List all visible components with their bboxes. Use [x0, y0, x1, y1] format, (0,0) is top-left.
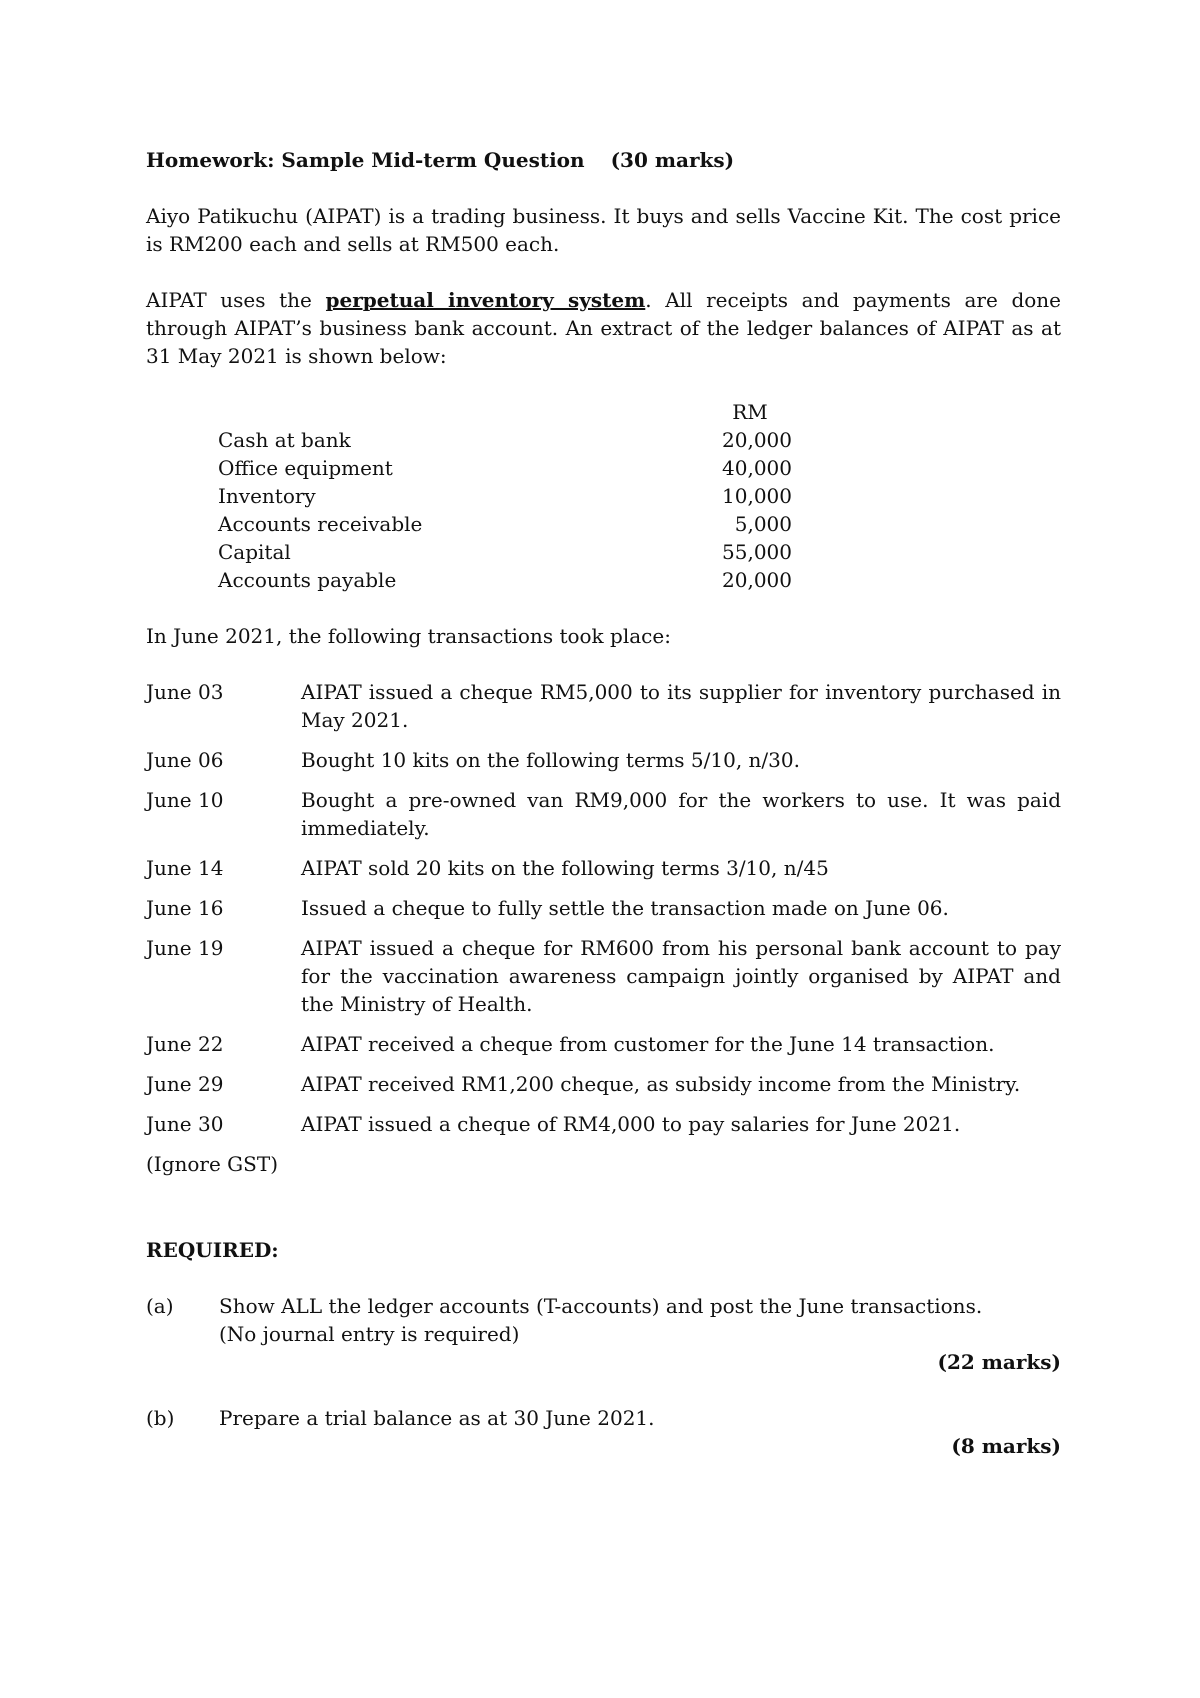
ledger-amount: 20,000 [722, 428, 792, 452]
transaction-date: June 06 [146, 748, 224, 772]
required-item-label: (b) [146, 1406, 175, 1430]
transaction-item [146, 1110, 1061, 1138]
required-item-marks: (22 marks) [937, 1350, 1061, 1374]
transaction-item [146, 894, 1061, 922]
required-item-label: (a) [146, 1294, 174, 1318]
required-heading: REQUIRED: [146, 1238, 279, 1262]
perpetual-inventory-emphasis: perpetual inventory system [325, 288, 646, 312]
question-title [146, 146, 1061, 174]
ledger-account: Accounts payable [218, 568, 397, 592]
transaction-description: Bought a pre-owned van RM9,000 for the workers to use. It was paid immediately. [301, 788, 1061, 840]
ledger-amount: 20,000 [722, 568, 792, 592]
ledger-row [218, 566, 792, 594]
transaction-item [146, 934, 1061, 1018]
ledger-row [218, 426, 792, 454]
required-item-note: (No journal entry is required) [219, 1322, 520, 1346]
transaction-item [146, 786, 1061, 842]
transaction-date: June 10 [146, 788, 224, 812]
transaction-description: AIPAT issued a cheque for RM600 from his personal bank account to pay for the vaccination awareness campaign jointly organised by AIPAT and the Ministry of Health. [301, 936, 1061, 1016]
transactions-list [146, 678, 1061, 1138]
ledger-header-row [218, 398, 792, 426]
transaction-date: June 19 [146, 936, 224, 960]
ledger-balances-table [218, 398, 792, 594]
transactions-intro: In June 2021, the following transactions took place: [146, 624, 671, 648]
ledger-amount: 40,000 [722, 456, 792, 480]
intro-paragraph-2-end: . All receipts and payments are done through AIPAT’s business bank account. An extract of the ledger balances of AIPAT as at 31 May 2021 is shown below: [146, 288, 1062, 368]
ledger-account: Office equipment [218, 456, 393, 480]
ledger-row [218, 482, 792, 510]
intro-paragraph-2 [146, 286, 1061, 370]
transaction-item [146, 678, 1061, 734]
ledger-amount: 55,000 [722, 540, 792, 564]
title-text: Homework: Sample Mid-term Question [146, 148, 585, 172]
ledger-row [218, 454, 792, 482]
transaction-description: AIPAT issued a cheque RM5,000 to its supplier for inventory purchased in May 2021. [301, 680, 1061, 732]
ledger-amount: 10,000 [722, 484, 792, 508]
transaction-item [146, 746, 1061, 774]
transaction-description: AIPAT received RM1,200 cheque, as subsidy income from the Ministry. [301, 1072, 1021, 1096]
ledger-account: Capital [218, 540, 291, 564]
required-item-a [146, 1292, 1061, 1348]
transaction-description: AIPAT sold 20 kits on the following terms 3/10, n/45 [301, 856, 829, 880]
ignore-gst-note: (Ignore GST) [146, 1152, 279, 1176]
intro-paragraph-2-start: AIPAT uses the [146, 288, 326, 312]
required-item-text: Show ALL the ledger accounts (T-accounts) and post the June transactions. [219, 1294, 983, 1318]
ledger-row [218, 510, 792, 538]
required-item-body [219, 1292, 1061, 1348]
title-marks: (30 marks) [610, 148, 735, 172]
transaction-description: AIPAT issued a cheque of RM4,000 to pay salaries for June 2021. [301, 1112, 961, 1136]
required-item-b [146, 1404, 1061, 1432]
transaction-date: June 14 [146, 856, 224, 880]
transaction-item [146, 854, 1061, 882]
document-page [146, 146, 1061, 1488]
required-item-body [219, 1404, 1061, 1432]
transaction-description: AIPAT received a cheque from customer for the June 14 transaction. [301, 1032, 995, 1056]
ledger-currency-header: RM [732, 400, 768, 424]
ledger-row [218, 538, 792, 566]
transaction-date: June 30 [146, 1112, 224, 1136]
transaction-description: Bought 10 kits on the following terms 5/10, n/30. [301, 748, 800, 772]
ledger-account: Accounts receivable [218, 512, 423, 536]
required-item-text: Prepare a trial balance as at 30 June 2021. [219, 1406, 655, 1430]
transaction-item [146, 1030, 1061, 1058]
transaction-item [146, 1070, 1061, 1098]
transaction-date: June 29 [146, 1072, 224, 1096]
transaction-date: June 22 [146, 1032, 224, 1056]
ledger-account: Cash at bank [218, 428, 351, 452]
ledger-account: Inventory [218, 484, 316, 508]
required-item-marks: (8 marks) [951, 1434, 1061, 1458]
intro-paragraph-1: Aiyo Patikuchu (AIPAT) is a trading business. It buys and sells Vaccine Kit. The cost price is RM200 each and sells at RM500 each. [146, 204, 1061, 256]
transaction-description: Issued a cheque to fully settle the transaction made on June 06. [301, 896, 949, 920]
transaction-date: June 16 [146, 896, 224, 920]
transaction-date: June 03 [146, 680, 224, 704]
ledger-amount: 5,000 [734, 512, 792, 536]
